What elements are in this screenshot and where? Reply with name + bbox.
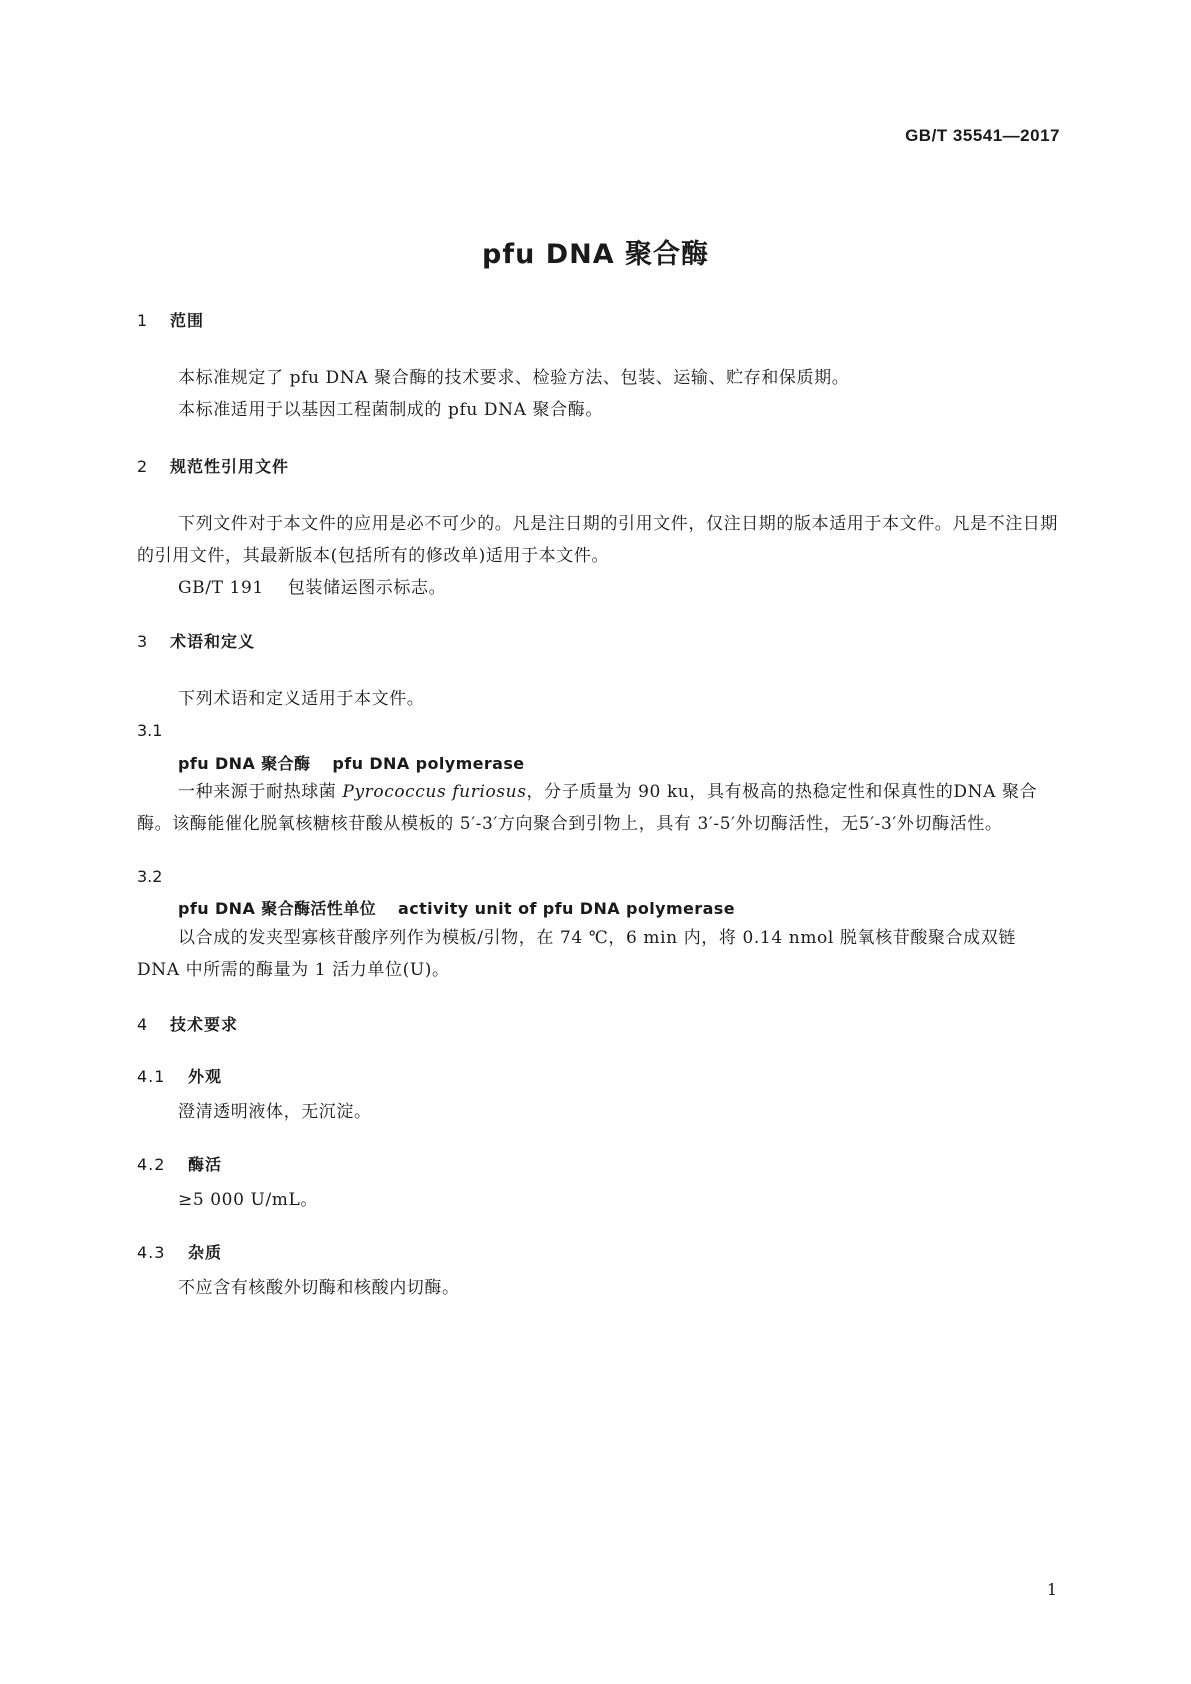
- paragraph: 本标准适用于以基因工程菌制成的 pfu DNA 聚合酶。: [178, 400, 603, 420]
- term-definition: 一种来源于耐热球菌 Pyrococcus furiosus，分子质量为 90 ku，具有极高的热稳定性和保真性的DNA 聚合酶。该酶能催化脱氧核糖核苷酸从模板的 5′-3′方向聚合到引物上，具有 3′-5′外切酶活性，无5′-3′外切酶活性。: [137, 782, 1038, 834]
- term-chinese: pfu DNA 聚合酶活性单位: [178, 899, 377, 918]
- subsection-title: 酶活: [188, 1155, 223, 1174]
- term-entry: [178, 896, 735, 919]
- term-number: 3.2: [137, 867, 163, 886]
- subsection-heading-enzyme-activity: [137, 1152, 222, 1175]
- section-heading-technical-requirements: [137, 1012, 238, 1035]
- section-number: 4: [137, 1015, 149, 1034]
- subsection-number: 4.3: [137, 1243, 166, 1262]
- term-english: pfu DNA polymerase: [332, 754, 525, 773]
- section-heading-normative-references: [137, 454, 289, 477]
- section-number: 2: [137, 457, 149, 476]
- section-title: 技术要求: [170, 1015, 239, 1034]
- section-heading-scope: [137, 308, 204, 331]
- paragraph: 下列术语和定义适用于本文件。: [178, 689, 425, 709]
- paragraph: ≥5 000 U/mL。: [178, 1190, 318, 1210]
- section-title: 规范性引用文件: [170, 457, 290, 476]
- subsection-title: 外观: [188, 1067, 223, 1086]
- paragraph: 下列文件对于本文件的应用是必不可少的。凡是注日期的引用文件，仅注日期的版本适用于本文件。凡是不注日期的引用文件，其最新版本(包括所有的修改单)适用于本文件。: [137, 514, 1058, 566]
- term-chinese: pfu DNA 聚合酶: [178, 754, 311, 773]
- section-number: 3: [137, 632, 149, 651]
- subsection-heading-appearance: [137, 1064, 222, 1087]
- term-english: activity unit of pfu DNA polymerase: [398, 899, 735, 918]
- subsection-number: 4.2: [137, 1155, 166, 1174]
- reference-code: GB/T 191: [178, 578, 264, 598]
- reference-entry: [137, 572, 1058, 604]
- section-heading-terms: [137, 629, 255, 652]
- paragraph: 本标准规定了 pfu DNA 聚合酶的技术要求、检验方法、包装、运输、贮存和保质期。: [178, 368, 850, 388]
- species-name: Pyrococcus furiosus: [342, 782, 527, 802]
- term-number: 3.1: [137, 721, 163, 740]
- paragraph: 澄清透明液体，无沉淀。: [178, 1102, 372, 1122]
- subsection-title: 杂质: [188, 1243, 223, 1262]
- term-definition: 以合成的发夹型寡核苷酸序列作为模板/引物，在 74 ℃，6 min 内，将 0.14 nmol 脱氧核苷酸聚合成双链 DNA 中所需的酶量为 1 活力单位(U)。: [137, 928, 1016, 980]
- section-title: 范围: [170, 311, 205, 330]
- subsection-heading-impurities: [137, 1240, 222, 1263]
- standard-code: GB/T 35541—2017: [905, 126, 1060, 145]
- reference-title: 包装储运图示标志。: [287, 578, 447, 598]
- page-number: 1: [1046, 1580, 1057, 1599]
- paragraph: 不应含有核酸外切酶和核酸内切酶。: [178, 1278, 460, 1298]
- section-title: 术语和定义: [170, 632, 256, 651]
- subsection-number: 4.1: [137, 1067, 166, 1086]
- section-number: 1: [137, 311, 149, 330]
- term-entry: [178, 751, 525, 774]
- document-title: pfu DNA 聚合酶: [482, 239, 709, 270]
